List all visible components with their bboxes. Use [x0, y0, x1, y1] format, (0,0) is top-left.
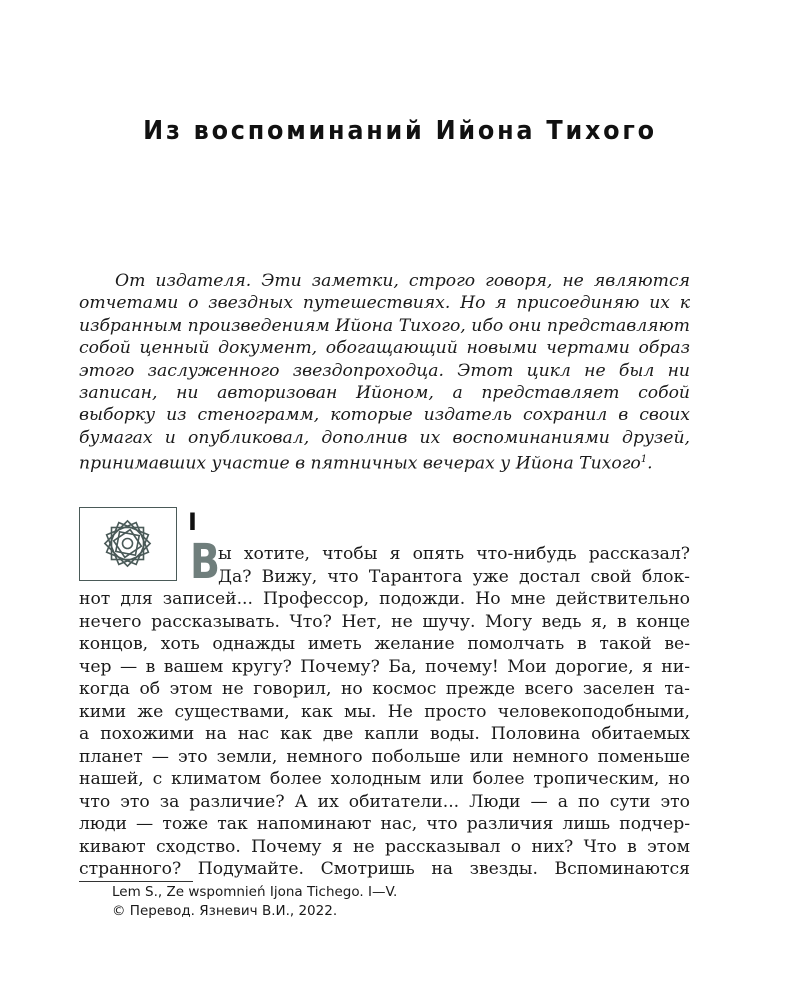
- footnote-source: Lem S., Ze wspomnień Ijona Tichego. I—V.: [112, 884, 398, 900]
- body-line: люди — тоже так напоминают нас, что различия лишь подчер-: [79, 814, 690, 834]
- chapter-number: I: [188, 508, 197, 536]
- body-line: чер — в вашем кругу? Почему? Ба, почему! Мои дорогие, я ни-: [79, 656, 690, 677]
- body-line: кими же существами, как мы. Не просто человекоподобными,: [79, 701, 690, 722]
- body-line: что это за различие? А их обитатели... Люди — а по сути это: [79, 791, 690, 812]
- body-line: а похожими на нас как две капли воды. Половина обитаемых: [79, 724, 690, 744]
- body-line: нот для записей... Профессор, подожди. Но мне действительно: [79, 589, 690, 609]
- body-line: странного? Подумайте. Смотришь на звезды. Вспоминаются: [79, 859, 690, 879]
- body-line: кивают сходство. Почему я не рассказывал о них? Что в этом: [79, 836, 690, 857]
- footnote-marker: 1: [640, 454, 648, 466]
- publisher-note-end: .: [647, 453, 653, 474]
- footnote-copyright: © Перевод. Язневич В.И., 2022.: [112, 903, 338, 919]
- body-line: концов, хоть однажды иметь желание помолчать в такой ве-: [79, 634, 690, 654]
- publisher-note-text: От издателя. Эти заметки, строго говоря, не являются отчетами о звездных путешествиях. Но я присоединяю их к избранным произведениям Ийона Тихого, ибо они представляют собой ценный документ, обогащающий новыми чертами образ этого заслуженного звездопроходца. Этот цикл не был ни записан, ни авторизован Ийоном, а представляет собой выборку из стенограмм, которые издатель сохранил в своих бумагах и опубликовал, дополнив их воспоминаниями друзей, принимавших участие в пятничных вечерах у Ийона Тихого: [79, 271, 690, 474]
- body-line: Да? Вижу, что Тарантога уже достал свой блок-: [218, 566, 690, 587]
- body-line: когда об этом не говорил, но космос прежде всего заселен та-: [79, 679, 690, 699]
- body-line: ы хотите, чтобы я опять что-нибудь рассказал?: [218, 544, 690, 564]
- body-line: нечего рассказывать. Что? Нет, не шучу. Могу ведь я, в конце: [79, 611, 690, 632]
- publisher-note: [79, 270, 690, 475]
- drop-cap: В: [190, 534, 221, 590]
- body-line: нашей, с климатом более холодным или более тропическим, но: [79, 769, 690, 789]
- footnote-divider: [79, 881, 193, 882]
- body-line: планет — это земли, немного побольше или немного поменьше: [79, 746, 690, 767]
- ornament-graphic: [80, 508, 175, 579]
- chapter-title: Из воспоминаний Ийона Тихого: [143, 116, 657, 146]
- star-knot-ornament-icon: [79, 507, 177, 581]
